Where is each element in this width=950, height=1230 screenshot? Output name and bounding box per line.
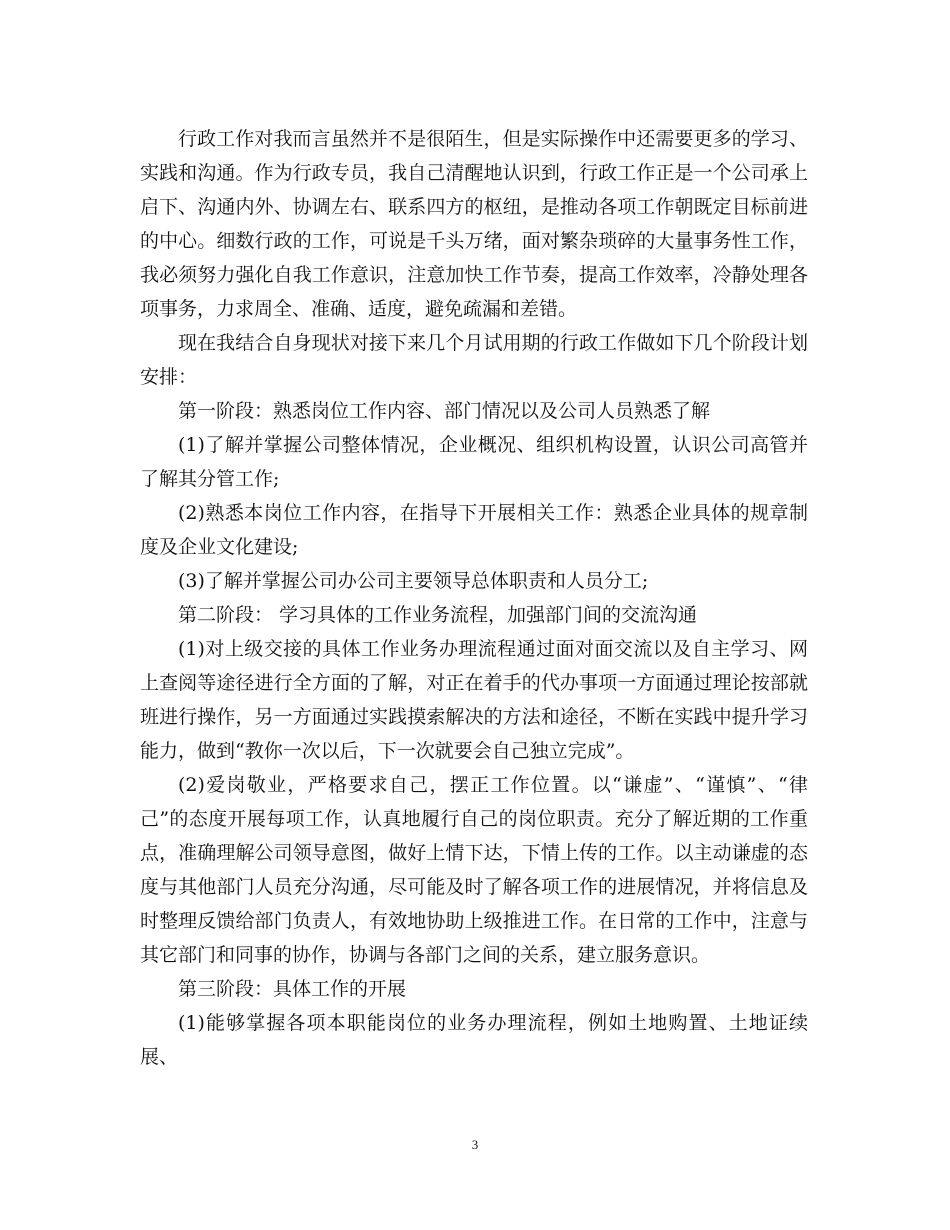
stage-two-heading: 第二阶段： 学习具体的工作业务流程，加强部门间的交流沟通 <box>178 604 698 626</box>
stage-one-heading: 第一阶段：熟悉岗位工作内容、部门情况以及公司人员熟悉了解 <box>178 400 711 422</box>
stage-one-item-1: (1)了解并掌握公司整体情况，企业概况、组织机构设置，认识公司高管并了解其分管工作; <box>140 434 808 490</box>
stage-one-item-3: (3)了解并掌握公司办公司主要领导总体职责和人员分工; <box>178 570 649 592</box>
stage-two-item-1: (1)对上级交接的具体工作业务办理流程通过面对面交流以及自主学习、网上查阅等途径进行全方面的了解，对正在着手的代办事项一方面通过理论按部就班进行操作，另一方面通过实践摸索解决的方法和途径，不断在实践中提升学习能力，做到“教你一次以后，下一次就要会自己独立完成”。 <box>140 638 808 762</box>
stage-two-item-2: (2)爱岗敬业，严格要求自己，摆正工作位置。以“谦虚”、“谨慎”、“律己”的态度开展每项工作，认真地履行自己的岗位职责。充分了解近期的工作重点，准确理解公司领导意图，做好上情下达，下情上传的工作。以主动谦虚的态度与其他部门人员充分沟通，尽可能及时了解各项工作的进展情况，并将信息及时整理反馈给部门负责人，有效地协助上级推进工作。在日常的工作中，注意与其它部门和同事的协作，协调与各部门之间的关系，建立服务意识。 <box>140 774 808 966</box>
page-number: 3 <box>471 1137 479 1152</box>
intro-paragraph: 行政工作对我而言虽然并不是很陌生，但是实际操作中还需要更多的学习、实践和沟通。作为行政专员，我自己清醒地认识到，行政工作正是一个公司承上启下、沟通内外、协调左右、联系四方的枢纽，是推动各项工作朝既定目标前进的中心。细数行政的工作，可说是千头万绪，面对繁杂琐碎的大量事务性工作，我必须努力强化自我工作意识，注意加快工作节奏，提高工作效率，冷静处理各项事务，力求周全、准确、适度，避免疏漏和差错。 <box>140 128 808 320</box>
stage-one-item-2: (2)熟悉本岗位工作内容，在指导下开展相关工作：熟悉企业具体的规章制度及企业文化建设; <box>140 502 808 558</box>
plan-intro-paragraph: 现在我结合自身现状对接下来几个月试用期的行政工作做如下几个阶段计划安排： <box>140 332 808 388</box>
stage-three-heading: 第三阶段：具体工作的开展 <box>178 978 407 1000</box>
stage-three-item-1: (1)能够掌握各项本职能岗位的业务办理流程，例如土地购置、土地证续展、 <box>140 1012 808 1068</box>
document-body <box>140 122 808 1074</box>
